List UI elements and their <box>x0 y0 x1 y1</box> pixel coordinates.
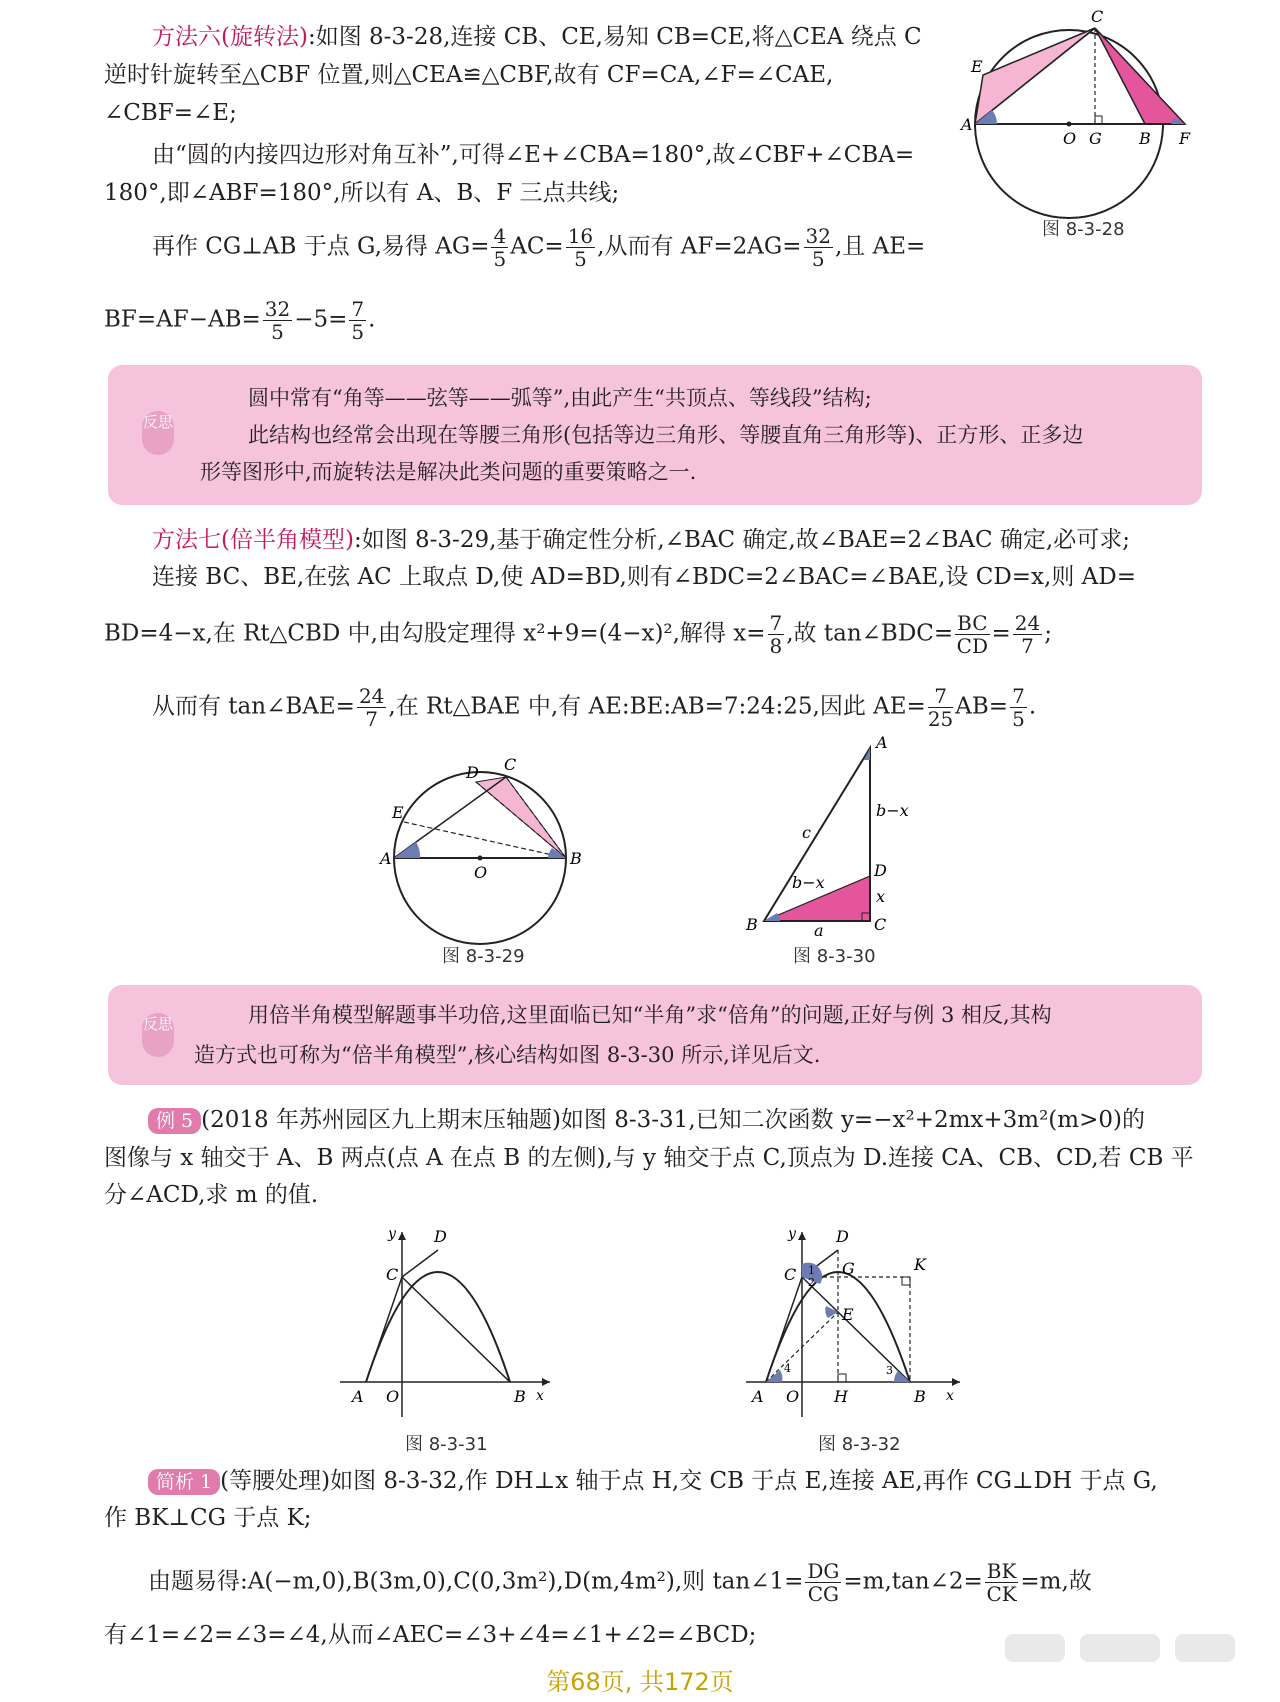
axis-label-x: x <box>946 1388 954 1404</box>
figure-8-3-32 <box>740 1222 970 1422</box>
point-label-K: K <box>914 1255 926 1274</box>
point-label-C: C <box>504 755 517 774</box>
fraction: $\frac{BC}{CD}$ <box>956 611 988 658</box>
fraction: $\frac{32}{5}$ <box>264 297 291 344</box>
point-label-A: A <box>752 1387 764 1406</box>
point-label-B: B <box>1139 129 1151 148</box>
point-label-O: O <box>786 1387 800 1406</box>
angle-label-4: 4 <box>784 1362 791 1375</box>
analysis1-line2: 作 BK⊥CG 于点 K; <box>104 1505 312 1531</box>
reflection-text: 造方式也可称为“倍半角模型”,核心结构如图 8-3-30 所示,详见后文. <box>194 1043 821 1067</box>
caption-8-3-29: 图 8-3-29 <box>442 946 525 967</box>
point-label-O: O <box>1063 129 1077 148</box>
toolbar-pill[interactable] <box>1175 1634 1235 1662</box>
caption-8-3-32: 图 8-3-32 <box>818 1434 901 1455</box>
fraction: $\frac{16}{5}$ <box>567 224 594 271</box>
method6-line4: 由“圆的内接四边形对角互补”,可得∠E+∠CBA=180°,故∠CBF+∠CBA= <box>152 142 915 168</box>
axis-label-y: y <box>788 1226 796 1242</box>
analysis1-line4: 有∠1=∠2=∠3=∠4,从而∠AEC=∠3+∠4=∠1+∠2=∠BCD; <box>104 1622 757 1648</box>
reflection-badge: 反思 <box>142 411 174 455</box>
point-label-C: C <box>1091 7 1104 26</box>
method6-line3: ∠CBF=∠E; <box>104 100 237 126</box>
side-label-bx1: b−x <box>876 801 909 820</box>
point-label-A: A <box>352 1387 364 1406</box>
fraction: $\frac{DG}{CG}$ <box>807 1559 840 1606</box>
fraction: $\frac{24}{7}$ <box>1014 611 1041 658</box>
figure-8-3-31 <box>330 1222 560 1422</box>
point-label-B: B <box>514 1387 526 1406</box>
point-label-D: D <box>874 861 887 880</box>
analysis-tag: 简析 1 <box>148 1469 220 1495</box>
method7-line3: BD=4−x,在 Rt△CBD 中,由勾股定理得 x²+9=(4−x)²,解得 x= $\frac{7}{8}$ ,故 tan∠BDC= $\frac{BC}{CD}$ = $\frac{24}{7}$ ; <box>104 611 1052 658</box>
angle-label-3: 3 <box>886 1364 893 1377</box>
reflection-text: 形等图形中,而旋转法是解决此类问题的重要策略之一. <box>200 460 697 484</box>
side-label-c: c <box>802 823 811 842</box>
angle-label-1: 1 <box>808 1264 815 1277</box>
method7-line4: 从而有 tan∠BAE= $\frac{24}{7}$ ,在 Rt△BAE 中,有 AE:BE:AB=7:24:25,因此 AE= $\frac{7}{25}$ AB= $\frac{7}{5}$ . <box>152 684 1037 731</box>
point-label-G: G <box>1089 129 1102 148</box>
page-counter: 第68页, 共172页 <box>546 1668 734 1696</box>
reflection-badge: 反思 <box>142 1013 174 1057</box>
toolbar-pill[interactable] <box>1005 1634 1065 1662</box>
method6-line2: 逆时针旋转至△CBF 位置,则△CEA≌△CBF,故有 CF=CA,∠F=∠CAE, <box>104 62 834 88</box>
point-label-E: E <box>971 57 983 76</box>
example5-line2: 图像与 x 轴交于 A、B 两点(点 A 在点 B 的左侧),与 y 轴交于点 C,顶点为 D.连接 CA、CB、CD,若 CB 平 <box>104 1145 1194 1171</box>
method7-line2: 连接 BC、BE,在弦 AC 上取点 D,使 AD=BD,则有∠BDC=2∠BAC=∠BAE,设 CD=x,则 AD= <box>152 564 1136 590</box>
reflection-box-1 <box>108 365 1202 505</box>
point-label-H: H <box>834 1387 848 1406</box>
reflection-text: 圆中常有“角等——弦等——弧等”,由此产生“共顶点、等线段”结构; <box>248 386 872 410</box>
point-label-A: A <box>380 849 392 868</box>
fraction: $\frac{7}{8}$ <box>769 611 783 658</box>
point-label-C: C <box>874 915 887 934</box>
side-label-a: a <box>814 921 824 940</box>
point-label-O: O <box>474 863 488 882</box>
method7-line1: 方法七(倍半角模型):如图 8-3-29,基于确定性分析,∠BAC 确定,故∠BAE=2∠BAC 确定,必可求; <box>152 527 1130 553</box>
point-label-C: C <box>784 1265 797 1284</box>
fraction: $\frac{4}{5}$ <box>493 224 507 271</box>
reflection-box-2 <box>108 985 1202 1085</box>
axis-label-x: x <box>536 1388 544 1404</box>
fraction: $\frac{7}{5}$ <box>1012 684 1025 731</box>
point-label-F: F <box>1179 129 1191 148</box>
side-label-x: x <box>876 887 886 906</box>
method6-line7: BF=AF−AB= $\frac{32}{5}$ −5= $\frac{7}{5}$ . <box>104 297 376 344</box>
caption-8-3-30: 图 8-3-30 <box>793 946 876 967</box>
fraction: $\frac{24}{7}$ <box>358 684 385 731</box>
point-label-A: A <box>876 733 888 752</box>
point-label-C: C <box>386 1265 399 1284</box>
point-label-E: E <box>392 803 404 822</box>
method6-line1: 方法六(旋转法):如图 8-3-28,连接 CB、CE,易知 CB=CE,将△CEA 绕点 C <box>152 24 922 50</box>
caption-8-3-28: 图 8-3-28 <box>1042 219 1125 240</box>
point-label-A: A <box>961 115 973 134</box>
example5-line1: 例 5 (2018 年苏州园区九上期末压轴题)如图 8-3-31,已知二次函数 y=−x²+2mx+3m²(m>0)的 <box>148 1105 1145 1135</box>
fraction: $\frac{BK}{CK}$ <box>986 1559 1017 1606</box>
point-label-E: E <box>842 1305 854 1324</box>
point-label-D: D <box>466 763 479 782</box>
point-label-D: D <box>836 1227 849 1246</box>
analysis1-line1: 简析 1 (等腰处理)如图 8-3-32,作 DH⊥x 轴于点 H,交 CB 于点 E,连接 AE,再作 CG⊥DH 于点 G, <box>148 1466 1158 1496</box>
point-label-B: B <box>746 915 758 934</box>
method6-line6: 再作 CG⊥AB 于点 G,易得 AG= $\frac{4}{5}$ AC= $\frac{16}{5}$ ,从而有 AF=2AG= $\frac{32}{5}$ ,且 AE= <box>152 224 926 271</box>
angle-label-2: 2 <box>808 1276 815 1289</box>
analysis1-line3: 由题易得:A(−m,0),B(3m,0),C(0,3m²),D(m,4m²),则 tan∠1= $\frac{DG}{CG}$ =m,tan∠2= $\frac{BK}{CK}$ =m,故 <box>148 1559 1092 1606</box>
figure-8-3-28 <box>961 7 1215 240</box>
example5-line3: 分∠ACD,求 m 的值. <box>104 1182 319 1208</box>
reflection-text: 此结构也经常会出现在等腰三角形(包括等边三角形、等腰直角三角形等)、正方形、正多边 <box>248 423 1084 447</box>
method7-label: 方法七(倍半角模型) <box>152 527 354 553</box>
point-label-O: O <box>386 1387 400 1406</box>
method6-line5: 180°,即∠ABF=180°,所以有 A、B、F 三点共线; <box>104 180 620 206</box>
point-label-G: G <box>842 1259 855 1278</box>
fraction: $\frac{32}{5}$ <box>805 224 831 271</box>
figure-8-3-30 <box>740 733 920 940</box>
toolbar-pill[interactable] <box>1080 1634 1160 1662</box>
point-label-B: B <box>914 1387 926 1406</box>
point-label-B: B <box>570 849 582 868</box>
fraction: $\frac{7}{25}$ <box>927 684 954 731</box>
example-tag: 例 5 <box>148 1108 201 1134</box>
caption-8-3-31: 图 8-3-31 <box>405 1434 488 1455</box>
side-label-bx2: b−x <box>792 873 825 892</box>
point-label-D: D <box>434 1227 447 1246</box>
reflection-text: 用倍半角模型解题事半功倍,这里面临已知“半角”求“倍角”的问题,正好与例 3 相反,其构 <box>248 1003 1052 1027</box>
fraction: $\frac{7}{5}$ <box>351 297 365 344</box>
figure-8-3-29 <box>380 755 590 940</box>
method6-label: 方法六(旋转法) <box>152 24 308 50</box>
axis-label-y: y <box>388 1226 396 1242</box>
